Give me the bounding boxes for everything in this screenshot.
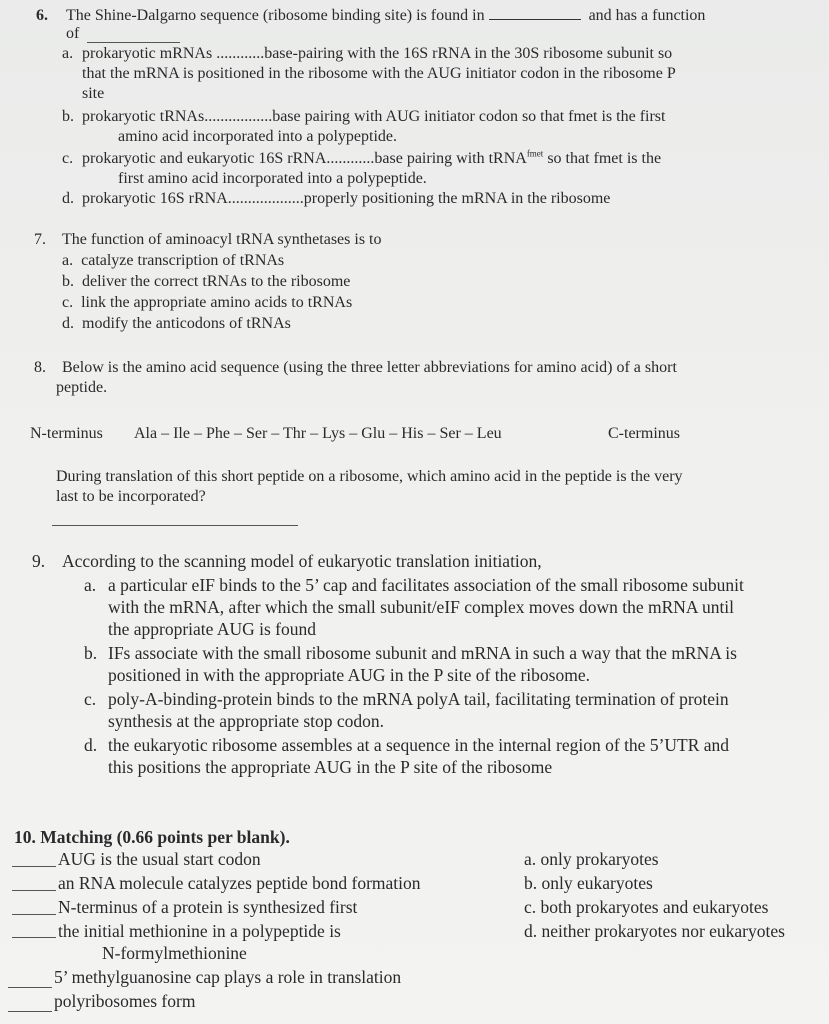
fmet-superscript: fmet	[526, 148, 544, 159]
q6-option-b-letter: b.	[62, 108, 74, 125]
q8-answer-blank[interactable]	[52, 525, 298, 526]
q9-option-b-line2: positioned in with the appropriate AUG in the P site of the ribosome.	[108, 665, 590, 685]
q6-option-c-line2: first amino acid incorporated into a polypeptide.	[118, 170, 427, 187]
q6-function-blank[interactable]	[87, 42, 180, 43]
q10-blank-1[interactable]	[12, 866, 56, 867]
q6-stem-line2: of	[66, 25, 80, 42]
q6-option-b[interactable]: prokaryotic tRNAs.................base pairing with AUG initiator codon so that fmet is the first	[82, 108, 666, 125]
q7-stem: The function of aminoacyl tRNA synthetases is to	[62, 231, 382, 248]
q7-number: 7.	[34, 231, 46, 248]
q9-option-d-line2: this positions the appropriate AUG in the P site of the ribosome	[108, 757, 553, 777]
q7-option-a[interactable]: a. catalyze transcription of tRNAs	[62, 252, 285, 269]
q6-option-d[interactable]: prokaryotic 16S rRNA...................properly positioning the mRNA in the ribosome	[82, 190, 611, 207]
n-terminus-label: N-terminus	[30, 425, 103, 442]
q6-option-a-line2: that the mRNA is positioned in the ribosome with the AUG initiator codon in the ribosome P	[82, 65, 676, 82]
q10-item-3: N-terminus of a protein is synthesized first	[58, 897, 358, 917]
q9-option-b-letter: b.	[84, 643, 98, 663]
q10-blank-5[interactable]	[8, 987, 52, 988]
q6-stem-line1: The Shine-Dalgarno sequence (ribosome binding site) is found in and has a function	[66, 7, 706, 24]
q9-option-a-line3: the appropriate AUG is found	[108, 619, 317, 639]
q9-option-d[interactable]: the eukaryotic ribosome assembles at a sequence in the internal region of the 5’UTR and	[108, 735, 730, 755]
q6-option-c[interactable]: prokaryotic and eukaryotic 16S rRNA............base pairing with tRNA$^{fmet}$ so that fmet is the	[82, 148, 662, 167]
q6-number: 6.	[36, 7, 48, 24]
q10-choice-a: a. only prokaryotes	[524, 849, 659, 869]
q8-stem-line1: Below is the amino acid sequence (using the three letter abbreviations for amino acid) of a short	[62, 359, 677, 376]
q10-choice-d: d. neither prokaryotes nor eukaryotes	[524, 921, 785, 941]
q6-option-c-letter: c.	[62, 150, 74, 167]
q10-choice-b: b. only eukaryotes	[524, 873, 653, 893]
q9-option-d-letter: d.	[84, 735, 98, 755]
q7-option-b[interactable]: b. deliver the correct tRNAs to the ribosome	[62, 273, 351, 290]
q9-option-b[interactable]: IFs associate with the small ribosome subunit and mRNA in such a way that the mRNA is	[108, 643, 737, 663]
q10-blank-3[interactable]	[12, 914, 56, 915]
q6-option-b-line2: amino acid incorporated into a polypeptide.	[118, 128, 398, 145]
q10-blank-2[interactable]	[12, 890, 56, 891]
c-terminus-label: C-terminus	[608, 425, 680, 442]
q9-option-a-line2: with the mRNA, after which the small subunit/eIF complex moves down the mRNA until	[108, 597, 735, 617]
q6-option-a-letter: a.	[62, 45, 74, 62]
q8-number: 8.	[34, 359, 46, 376]
q9-option-c-letter: c.	[84, 689, 97, 709]
q6-option-a-line3: site	[82, 85, 105, 102]
q7-option-c[interactable]: c. link the appropriate amino acids to tRNAs	[62, 294, 353, 311]
q9-option-a[interactable]: a particular eIF binds to the 5’ cap and facilitates association of the small ribosome subunit	[108, 575, 744, 595]
q8-question-line1: During translation of this short peptide on a ribosome, which amino acid in the peptide is the very	[56, 468, 683, 485]
q10-item-4-cont: N-formylmethionine	[102, 943, 247, 963]
q6-answer-blank[interactable]	[489, 19, 581, 20]
q10-choice-c: c. both prokaryotes and eukaryotes	[524, 897, 769, 917]
peptide-sequence: Ala – Ile – Phe – Ser – Thr – Lys – Glu – His – Ser – Leu	[134, 425, 502, 442]
q9-option-a-letter: a.	[84, 575, 97, 595]
q10-item-1: AUG is the usual start codon	[58, 849, 261, 869]
q8-question-line2: last to be incorporated?	[56, 488, 206, 505]
q9-option-c[interactable]: poly-A-binding-protein binds to the mRNA polyA tail, facilitating termination of protein	[108, 689, 729, 709]
q10-title: 10. Matching (0.66 points per blank).	[14, 827, 290, 847]
q6-option-a[interactable]: prokaryotic mRNAs ............base-pairing with the 16S rRNA in the 30S ribosome subunit so	[82, 45, 673, 62]
q7-option-d[interactable]: d. modify the anticodons of tRNAs	[62, 315, 291, 332]
q10-blank-4[interactable]	[12, 937, 56, 938]
q10-item-4: the initial methionine in a polypeptide is	[58, 921, 341, 941]
q9-stem: According to the scanning model of eukaryotic translation initiation,	[62, 551, 542, 571]
q6-option-d-letter: d.	[62, 190, 74, 207]
q9-number: 9.	[32, 551, 46, 571]
q8-stem-line2: peptide.	[56, 379, 108, 396]
q10-item-2: an RNA molecule catalyzes peptide bond formation	[58, 873, 421, 893]
q10-blank-6[interactable]	[8, 1011, 52, 1012]
q10-item-6: polyribosomes form	[54, 991, 196, 1011]
q9-option-c-line2: synthesis at the appropriate stop codon.	[108, 711, 385, 731]
q10-item-5: 5’ methylguanosine cap plays a role in translation	[54, 967, 402, 987]
